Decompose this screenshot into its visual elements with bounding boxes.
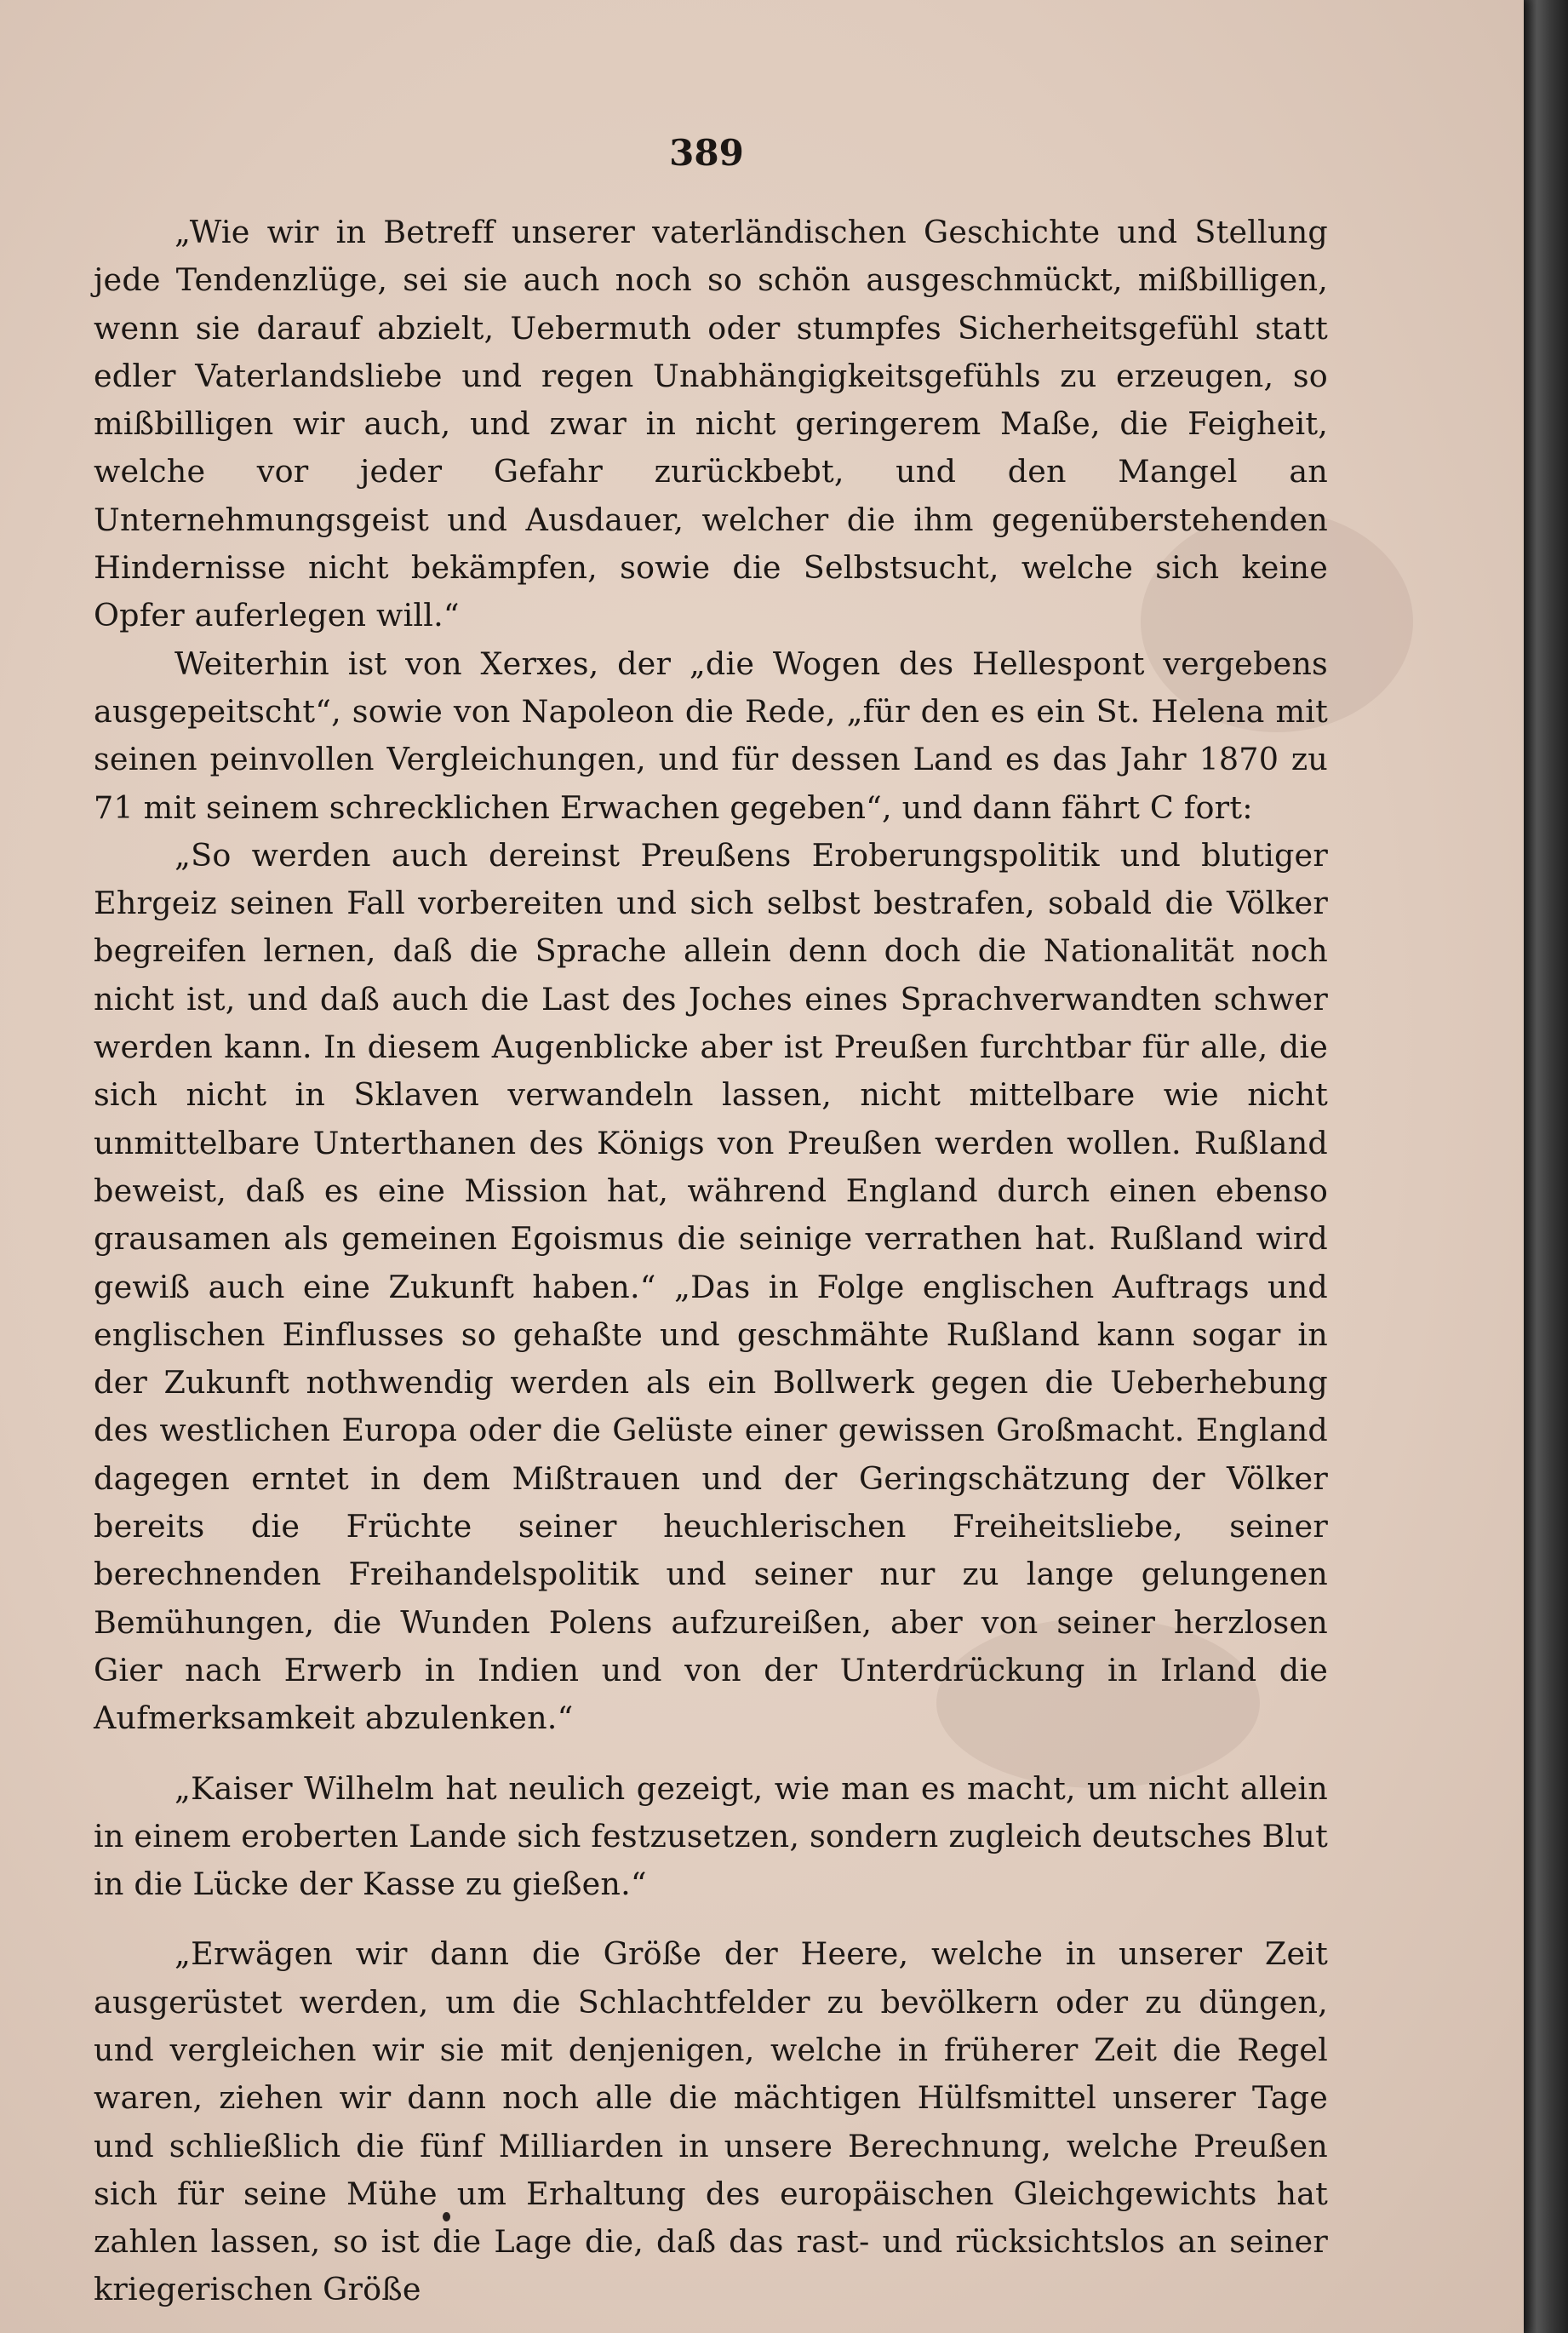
book-edge: [1524, 0, 1568, 2333]
paragraph: „Erwägen wir dann die Größe der Heere, welche in unserer Zeit ausgerüstet werden, um die Schlachtfelder zu bevölkern oder zu düngen, und vergleichen wir sie mit denjenigen, welche in früherer Zeit die Regel waren, ziehen wir dann noch alle die mächtigen Hülfsmittel unserer Tage und schließlich die fünf Milliarden in unsere Berechnung, welche Preußen sich für seine Mühe um Erhaltung des europäischen Gleichgewichts hat zahlen lassen, so ist die Lage die, daß das rast- und rücksichtslos an seiner kriegerischen Größe: [94, 1935, 1328, 2308]
body-text: [94, 209, 1328, 2314]
paragraph: „Kaiser Wilhelm hat neulich gezeigt, wie man es macht, um nicht allein in einem eroberten Lande sich festzusetzen, sondern zugleich deutsches Blut in die Lücke der Kasse zu gießen.“: [94, 1769, 1328, 1903]
paragraph: „So werden auch dereinst Preußens Eroberungspolitik und blutiger Ehrgeiz seinen Fall vorbereiten und sich selbst bestrafen, sobald die Völker begreifen lernen, daß die Sprache allein denn doch die Nationalität noch nicht ist, und daß auch die Last des Joches eines Sprachverwandten schwer werden kann. In diesem Augenblicke aber ist Preußen furchtbar für alle, die sich nicht in Sklaven verwandeln lassen, nicht mittelbare wie nicht unmittelbare Unterthanen des Königs von Preußen werden wollen. Rußland beweist, daß es eine Mission hat, während England durch einen ebenso grausamen als gemeinen Egoismus die seinige verrathen hat. Rußland wird gewiß auch eine Zukunft haben.“ „Das in Folge englischen Auftrags und englischen Einflusses so gehaßte und geschmähte Rußland kann sogar in der Zukunft nothwendig werden als ein Bollwerk gegen die Ueberhebung des westlichen Europa oder die Gelüste einer gewissen Großmacht. England dagegen erntet in dem Mißtrauen und der Geringschätzung der Völker bereits die Früchte seiner heuchlerischen Freiheitsliebe, seiner berechnenden Freihandelspolitik und seiner nur zu lange gelungenen Bemühungen, die Wunden Polens aufzureißen, aber von seiner herzlosen Gier nach Erwerb in Indien und von der Unterdrückung in Irland die Aufmerksamkeit abzulenken.“: [94, 836, 1328, 1737]
page-number: 389: [669, 132, 744, 174]
paragraph: Weiterhin ist von Xerxes, der „die Wogen des Hellespont vergebens ausgepeitscht“, sowie von Napoleon die Rede, „für den es ein St. Helena mit seinen peinvollen Vergleichungen, und für dessen Land es das Jahr 1870 zu 71 mit seinem schrecklichen Erwachen gegeben“, und dann fährt C fort:: [94, 645, 1328, 826]
paragraph: „Wie wir in Betreff unserer vaterländischen Geschichte und Stellung jede Tendenzlüge, sei sie auch noch so schön ausgeschmückt, mißbilligen, wenn sie darauf abzielt, Uebermuth oder stumpfes Sicherheitsgefühl statt edler Vaterlandsliebe und regen Unabhängigkeitsgefühls zu erzeugen, so mißbilligen wir auch, und zwar in nicht geringerem Maße, die Feigheit, welche vor jeder Gefahr zurückbebt, und den Mangel an Unternehmungsgeist und Ausdauer, welcher die ihm gegenüberstehenden Hindernisse nicht bekämpfen, sowie die Selbstsucht, welche sich keine Opfer auferlegen will.“: [94, 214, 1328, 634]
